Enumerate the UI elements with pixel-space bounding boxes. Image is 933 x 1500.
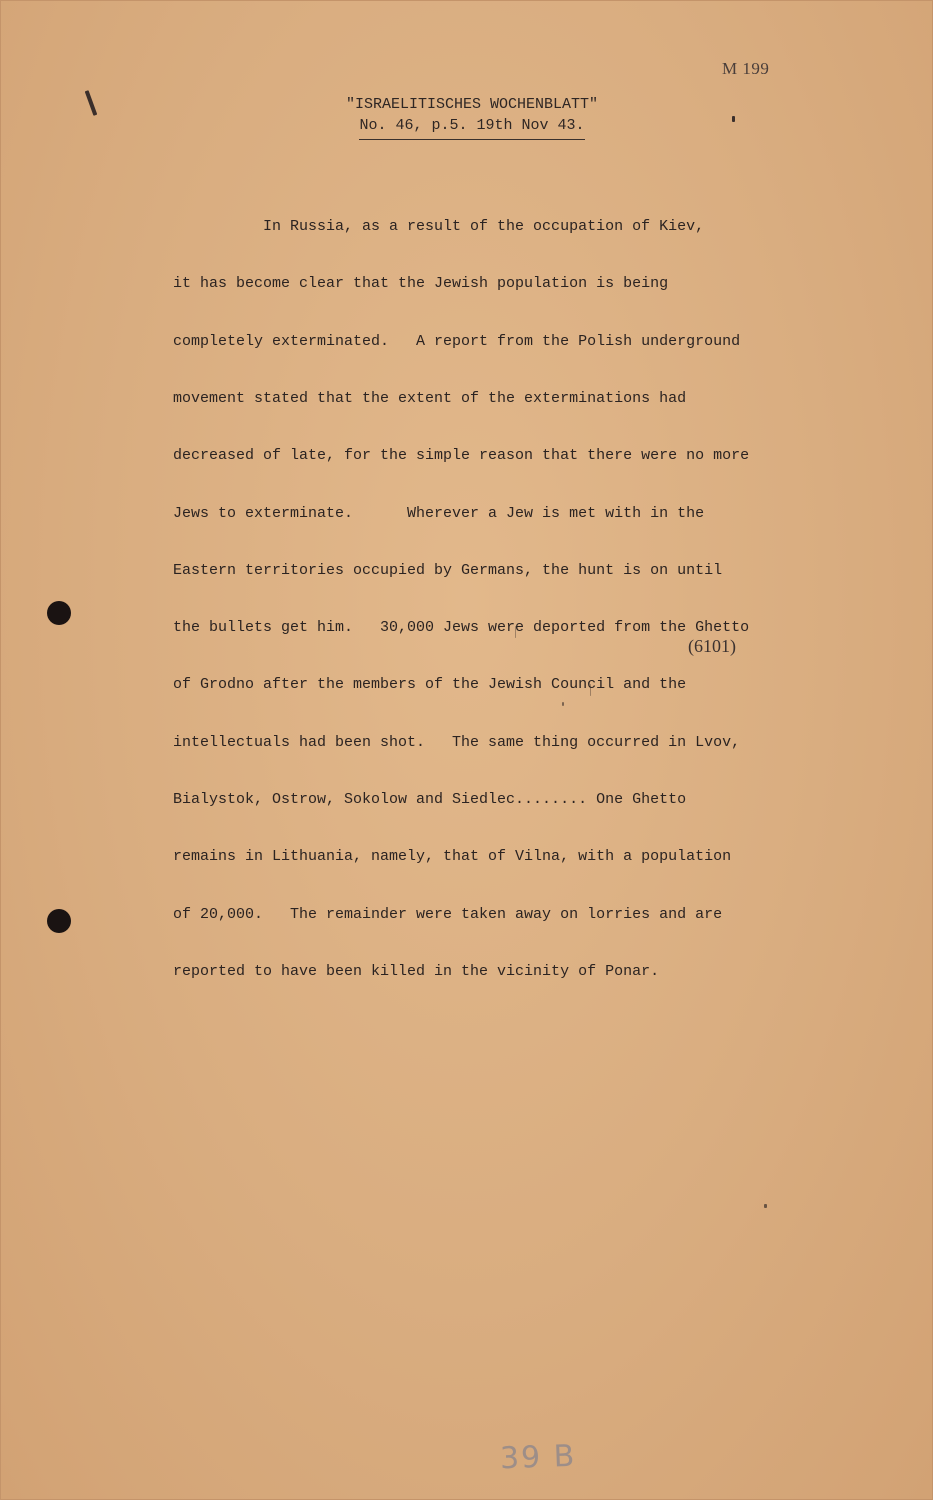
body-line: the bullets get him. 30,000 Jews were deported from the Ghetto	[173, 619, 750, 637]
paper-mark	[764, 1204, 767, 1208]
body-line: completely exterminated. A report from the Polish underground	[173, 332, 741, 350]
body-line: movement stated that the extent of the exterminations had	[173, 390, 687, 408]
punch-hole	[47, 601, 71, 625]
source-citation: No. 46, p.5. 19th Nov 43.	[359, 115, 584, 140]
handwritten-page-mark: 39 B	[499, 1438, 577, 1477]
body-line: intellectuals had been shot. The same thing occurred in Lvov,	[173, 733, 741, 751]
body-line: Eastern territories occupied by Germans, the hunt is on until	[173, 561, 723, 579]
body-line: it has become clear that the Jewish population is being	[173, 275, 669, 293]
document-number-stamp: (6101)	[688, 636, 736, 656]
body-line: Jews to exterminate. Wherever a Jew is met with in the	[173, 504, 705, 522]
body-line: of Grodno after the members of the Jewish Council and the	[173, 676, 687, 694]
body-line: Bialystok, Ostrow, Sokolow and Siedlec........ One Ghetto	[173, 791, 687, 808]
body-line: of 20,000. The remainder were taken away on lorries and are	[173, 905, 723, 923]
document-body	[173, 179, 803, 1000]
document-reference: M 199	[722, 59, 770, 78]
body-line: reported to have been killed in the vicinity of Ponar.	[173, 962, 660, 980]
punch-hole	[47, 909, 71, 933]
source-title: "ISRAELITISCHES WOCHENBLATT"	[345, 96, 599, 113]
document-header	[336, 94, 608, 140]
body-line: remains in Lithuania, namely, that of Vilna, with a population	[173, 848, 732, 866]
body-line: In Russia, as a result of the occupation of Kiev,	[173, 218, 705, 236]
paper-mark	[732, 116, 735, 122]
body-line: decreased of late, for the simple reason that there were no more	[173, 447, 750, 465]
